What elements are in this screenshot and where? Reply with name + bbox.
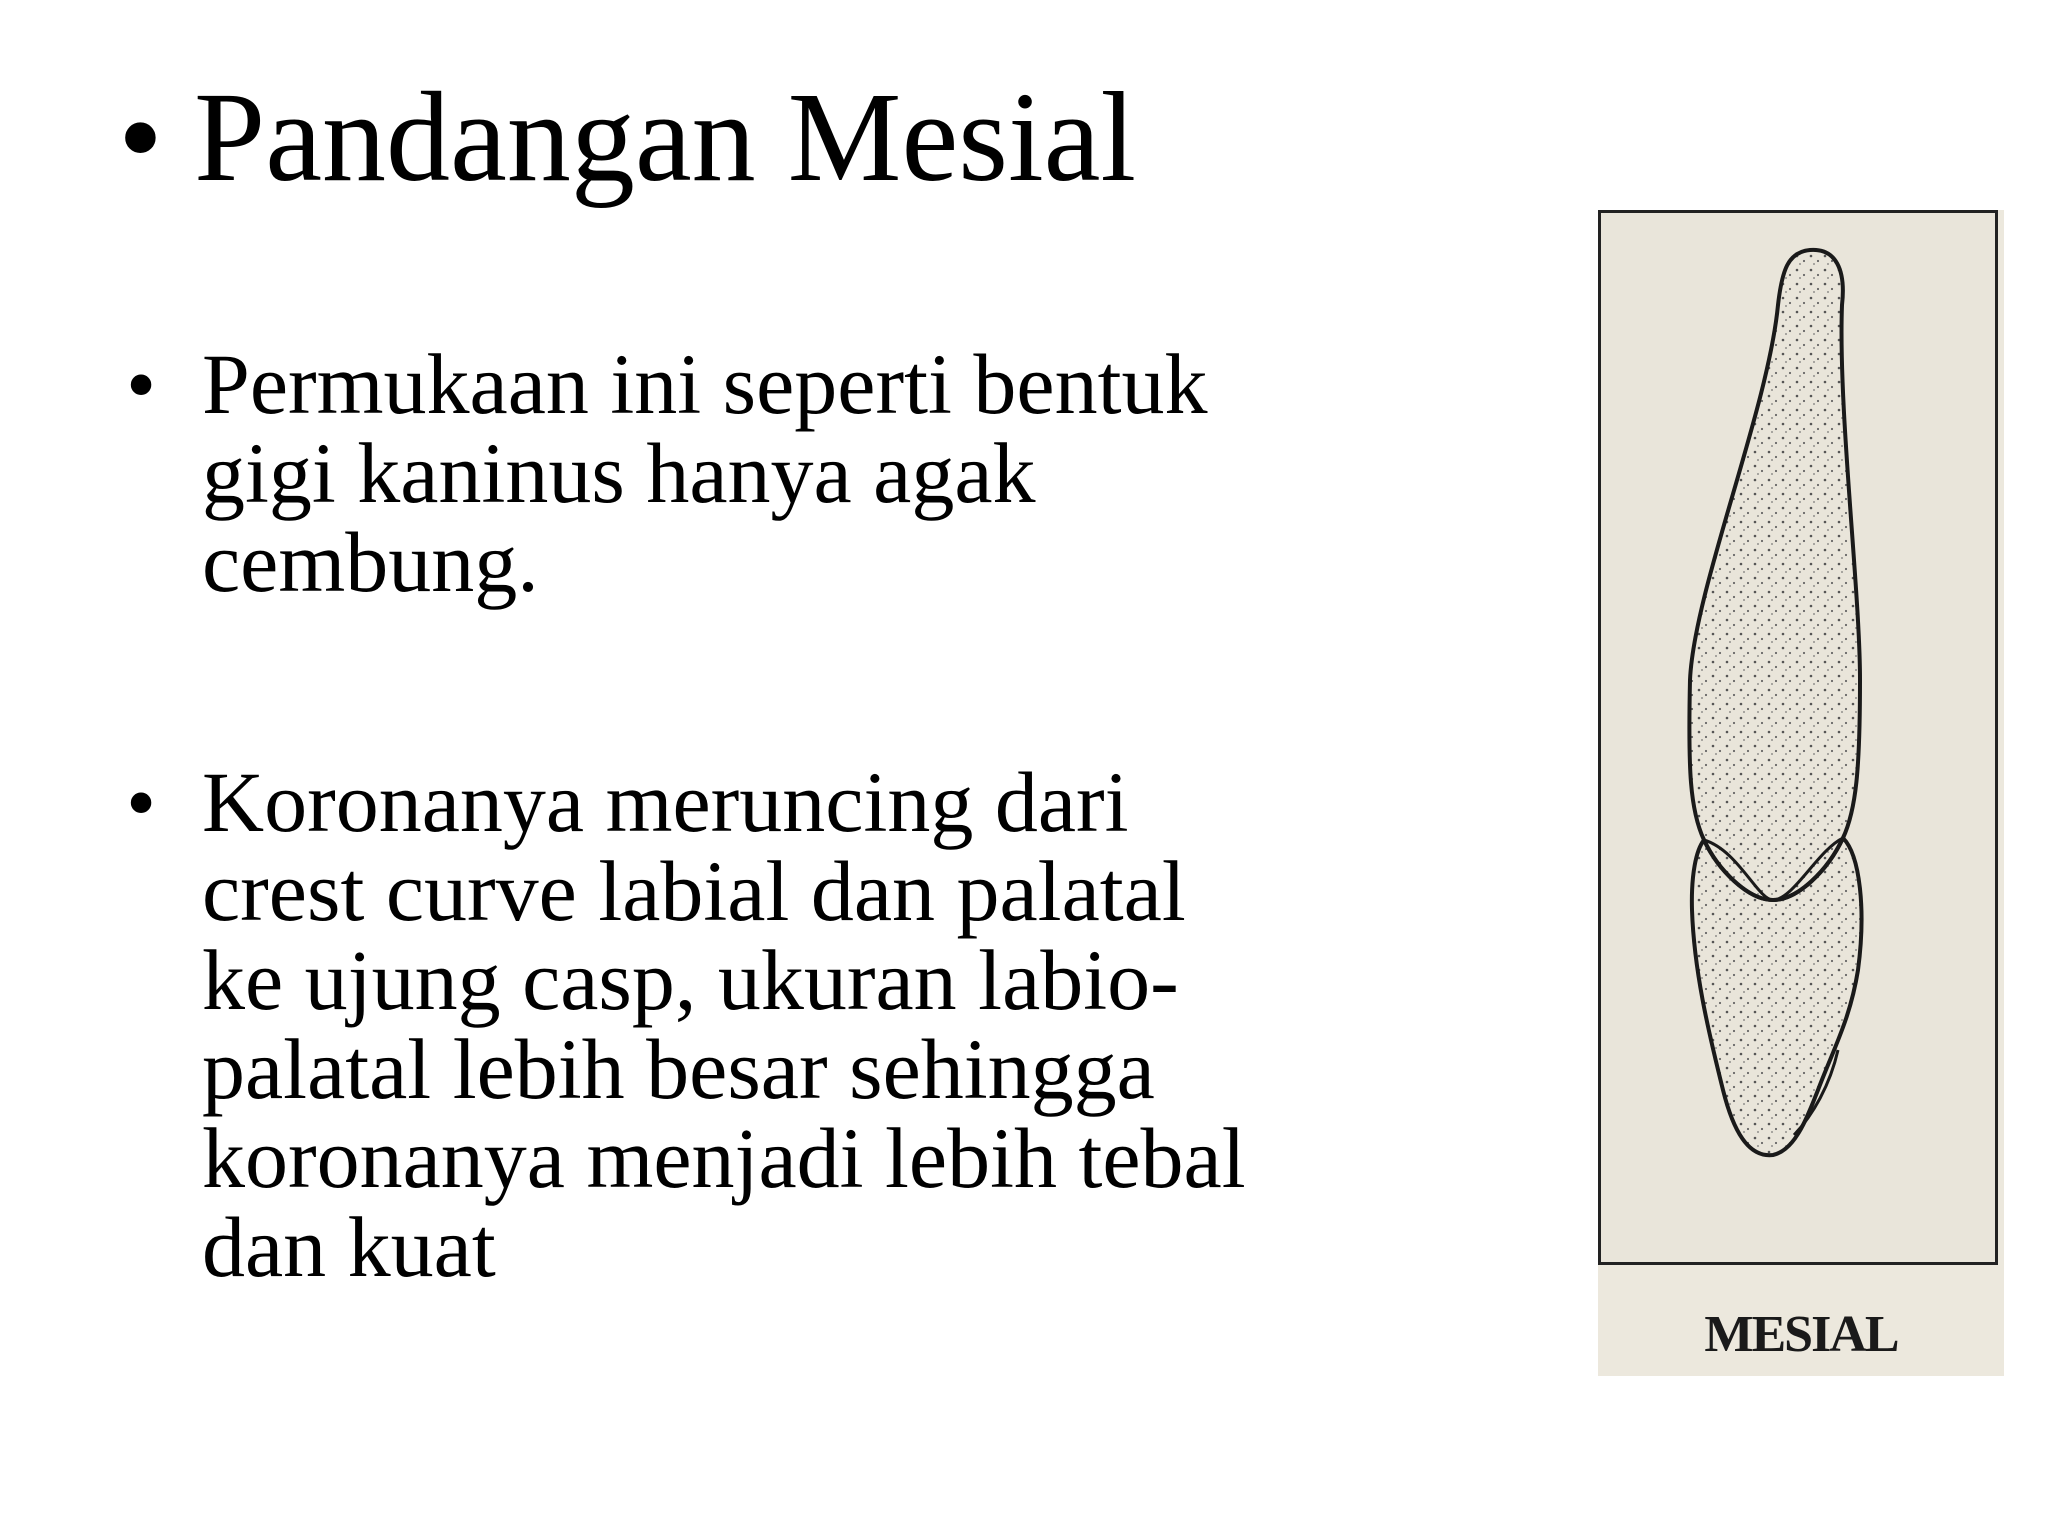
title-text: Pandangan Mesial xyxy=(194,66,1136,208)
bullet-line: gigi kaninus hanya agak xyxy=(202,425,1036,521)
bullet-item-1 xyxy=(126,336,1426,610)
title-bullet: • xyxy=(118,66,163,208)
bullet-marker: • xyxy=(126,336,157,432)
tooth-mesial-view-illustration xyxy=(1598,210,2004,1270)
tooth-root xyxy=(1689,250,1860,900)
bullet-marker: • xyxy=(126,754,157,850)
bullet-line: ke ujung casp, ukuran labio- xyxy=(202,932,1179,1028)
bullet-line: crest curve labial dan palatal xyxy=(202,843,1186,939)
tooth-figure xyxy=(1598,210,2004,1376)
bullet-item-2 xyxy=(126,754,1426,1295)
bullet-line: Koronanya meruncing dari xyxy=(202,754,1129,850)
bullet-line: cembung. xyxy=(202,514,539,610)
slide-title xyxy=(118,62,1136,212)
bullet-line: dan kuat xyxy=(202,1199,496,1295)
bullet-list xyxy=(126,336,1426,1295)
bullet-line: palatal lebih besar sehingga xyxy=(202,1021,1155,1117)
bullet-line: koronanya menjadi lebih tebal xyxy=(202,1110,1246,1206)
figure-caption: MESIAL xyxy=(1704,1306,1898,1363)
bullet-line: Permukaan ini seperti bentuk xyxy=(202,336,1208,432)
